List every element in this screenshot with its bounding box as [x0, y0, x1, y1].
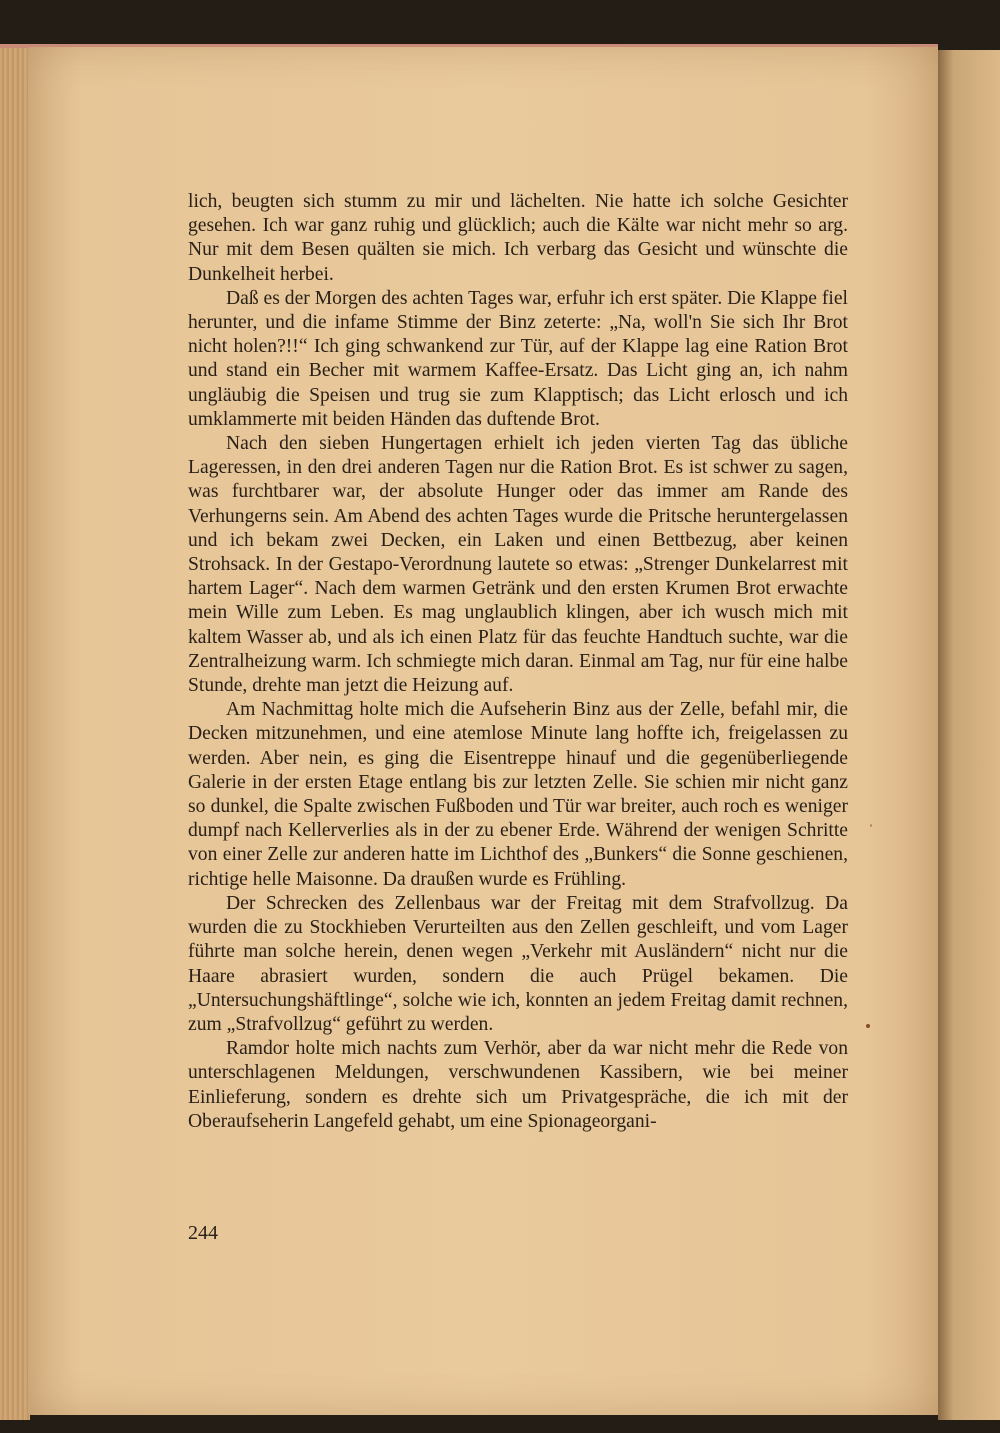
- paragraph: Ramdor holte mich nachts zum Verhör, aber da war nicht mehr die Rede von unterschlagenen Meldungen, verschwundenen Kassibern, wie bei meiner Einlieferung, sondern es drehte sich um Privatgespräche, die ich mit der Oberaufseherin Langefeld gehabt, um eine Spionageorgani-: [188, 1038, 848, 1132]
- body-text: [188, 190, 848, 1134]
- paper-speck: [866, 1024, 870, 1028]
- paper-speck: [870, 824, 872, 827]
- paragraph: Nach den sieben Hungertagen erhielt ich jeden vierten Tag das übliche Lageressen, in den drei anderen Tagen nur die Ration Brot. Es ist schwer zu sagen, was furchtbarer war, der absolute Hunger oder das immer am Rande des Verhungerns sein. Am Abend des achten Tages wurde die Pritsche heruntergelassen und ich bekam zwei Decken, ein Laken und einen Bettbezug, aber keinen Strohsack. In der Gestapo-Verordnung lautete so etwas: „Strenger Dunkelarrest mit hartem Lager“. Nach dem warmen Getränk und den ersten Krumen Brot erwachte mein Wille zum Leben. Es mag unglaublich klingen, aber ich wusch mich mit kaltem Wasser ab, und als ich einen Platz für das feuchte Handtuch suchte, war die Zentralheizung warm. Ich schmiegte mich daran. Einmal am Tag, nur für eine halbe Stunde, drehte man jetzt die Heizung auf.: [188, 433, 848, 697]
- facing-page-edge: [938, 50, 1000, 1420]
- paragraph: lich, beugten sich stumm zu mir und lächelten. Nie hatte ich solche Gesichter gesehen. Ich war ganz ruhig und glücklich; auch die Kälte war nicht mehr so arg. Nur mit dem Besen quälten sie mich. Ich verbarg das Gesicht und wünschte die Dunkelheit herbei.: [188, 191, 848, 285]
- paragraph: Am Nachmittag holte mich die Aufseherin Binz aus der Zelle, befahl mir, die Decken mitzunehmen, und eine atemlose Minute lang hoffte ich, freigelassen zu werden. Aber nein, es ging die Eisentreppe hinauf und die gegenüberliegende Galerie in der ersten Etage entlang bis zur letzten Zelle. Sie schien mir nicht ganz so dunkel, die Spalte zwischen Fußboden und Tür war breiter, auch roch es weniger dumpf nach Kellerverlies als in der zu ebener Erde. Während der wenigen Schritte von einer Zelle zur anderen hatte im Lichthof des „Bunkers“ die Sonne geschienen, richtige helle Maisonne. Da draußen wurde es Frühling.: [188, 699, 848, 890]
- paragraph: Daß es der Morgen des achten Tages war, erfuhr ich erst später. Die Klappe fiel herunter, und die infame Stimme der Binz zeterte: „Na, woll'n Sie sich Ihr Brot nicht holen?!!“ Ich ging schwankend zur Tür, auf der Klappe lag eine Ration Brot und stand ein Becher mit warmem Kaffee-Ersatz. Das Licht ging an, ich nahm ungläubig die Speisen und trug sie zum Klapptisch; das Licht erlosch und ich umklammerte mit beiden Händen das duftende Brot.: [188, 287, 848, 430]
- page-number: 244: [188, 1222, 218, 1244]
- page-edges: [0, 44, 30, 1420]
- paragraph: Der Schrecken des Zellenbaus war der Freitag mit dem Strafvollzug. Da wurden die zu Stockhieben Verurteilten aus den Zellen geschleift, und vom Lager führte man solche herein, denen wegen „Verkehr mit Ausländern“ nicht nur die Haare abrasiert wurden, sondern die auch Prügel bekamen. Die „Untersuchungshäftlinge“, solche wie ich, konnten an jedem Freitag damit rechnen, zum „Strafvollzug“ geführt zu werden.: [188, 892, 848, 1035]
